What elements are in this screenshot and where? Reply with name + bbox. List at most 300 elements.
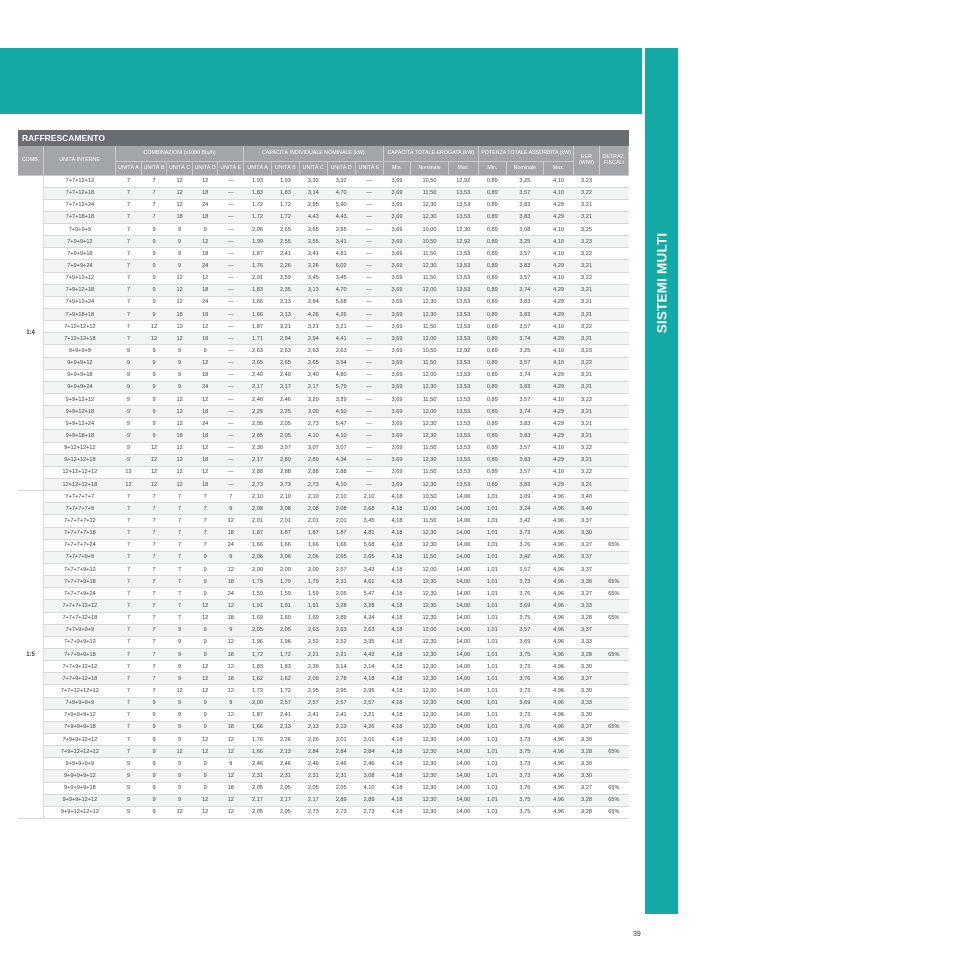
table-cell: 9 — [167, 236, 193, 248]
table-cell: 9 — [167, 648, 193, 660]
table-cell: 1,59 — [299, 588, 327, 600]
table-cell: 9 — [141, 806, 167, 818]
table-cell: 2,63 — [299, 624, 327, 636]
table-cell: 12,30 — [411, 600, 448, 612]
table-row — [18, 199, 629, 211]
table-cell — [599, 551, 628, 563]
table-cell: 12 — [141, 454, 167, 466]
table-cell: 9 — [141, 224, 167, 236]
table-cell: 2,52 — [327, 636, 355, 648]
table-cell: 13,53 — [448, 333, 478, 345]
table-cell: 2,08 — [299, 503, 327, 515]
table-cell: 3,74 — [506, 333, 543, 345]
table-cell: 4,18 — [355, 673, 383, 685]
table-cell: 4,96 — [543, 515, 573, 527]
subheader-cell: UNITÀ B — [271, 161, 299, 175]
table-cell: 4,96 — [543, 588, 573, 600]
table-cell: 2,65 — [244, 357, 272, 369]
table-cell: — — [355, 466, 383, 478]
table-cell: 12 — [218, 515, 244, 527]
unit-combination-cell: 9+9+9+12+12 — [44, 794, 116, 806]
unit-combination-cell: 7+9+9+9+12 — [44, 709, 116, 721]
table-cell: 4,18 — [383, 661, 411, 673]
table-cell: 14,00 — [448, 503, 478, 515]
table-cell: 12 — [167, 187, 193, 199]
table-cell: 12,00 — [411, 369, 448, 381]
table-row — [18, 479, 629, 491]
table-cell: 3,73 — [506, 576, 543, 588]
table-cell — [599, 357, 628, 369]
table-cell: 2,08 — [327, 503, 355, 515]
table-cell: — — [218, 369, 244, 381]
unit-combination-cell: 9+9+9+9+12 — [44, 770, 116, 782]
table-cell: 3,45 — [327, 272, 355, 284]
table-row — [18, 721, 629, 733]
table-cell: 3,30 — [574, 733, 600, 745]
table-cell: 12 — [192, 794, 218, 806]
table-cell: 7 — [141, 685, 167, 697]
table-cell: — — [355, 442, 383, 454]
table-cell: 12 — [192, 394, 218, 406]
table-cell: 4,10 — [299, 430, 327, 442]
table-cell: 1,01 — [478, 491, 506, 503]
table-cell: 9 — [141, 248, 167, 260]
table-cell: 12 — [167, 175, 193, 187]
table-cell: 2,05 — [244, 782, 272, 794]
table-cell: 3,69 — [383, 479, 411, 491]
table-cell: 12 — [167, 333, 193, 345]
table-cell — [599, 709, 628, 721]
table-row — [18, 746, 629, 758]
table-cell: 0,89 — [478, 369, 506, 381]
table-cell: 7 — [167, 539, 193, 551]
table-cell — [599, 369, 628, 381]
table-cell — [599, 624, 628, 636]
table-cell: 3,76 — [506, 782, 543, 794]
table-cell — [599, 733, 628, 745]
table-cell: 3,22 — [574, 394, 600, 406]
unit-combination-cell: 9+12+12+12 — [44, 442, 116, 454]
table-cell: — — [218, 394, 244, 406]
table-cell: 3,42 — [506, 551, 543, 563]
table-cell: 2,05 — [244, 430, 272, 442]
table-cell: 18 — [192, 309, 218, 321]
table-cell: 1,79 — [299, 576, 327, 588]
table-cell: 2,05 — [299, 782, 327, 794]
table-cell: 2,40 — [271, 369, 299, 381]
table-cell: 12 — [192, 236, 218, 248]
table-cell: 12,00 — [411, 624, 448, 636]
table-cell: 0,89 — [478, 394, 506, 406]
table-cell: 13,53 — [448, 479, 478, 491]
table-cell: 4,29 — [543, 430, 573, 442]
table-cell: 2,17 — [244, 794, 272, 806]
header-combinazioni: COMBINAZIONI (x1000 Btu/h) — [116, 146, 244, 161]
table-cell: 7 — [141, 661, 167, 673]
table-cell: 14,00 — [448, 721, 478, 733]
table-cell: 3,57 — [506, 442, 543, 454]
table-cell: 7 — [116, 333, 142, 345]
table-cell: 2,46 — [327, 758, 355, 770]
table-cell: 7 — [116, 321, 142, 333]
unit-combination-cell: 7+12+12+18 — [44, 333, 116, 345]
unit-combination-cell: 7+7+7+7+24 — [44, 539, 116, 551]
unit-combination-cell: 7+7+12+18 — [44, 187, 116, 199]
table-row — [18, 770, 629, 782]
table-cell: 2,05 — [271, 806, 299, 818]
table-cell: 7 — [192, 539, 218, 551]
table-cell: 9 — [141, 272, 167, 284]
table-cell: 24 — [218, 588, 244, 600]
table-cell: 7 — [116, 733, 142, 745]
table-cell: 3,69 — [383, 260, 411, 272]
table-cell: 12 — [116, 466, 142, 478]
table-cell: 7 — [218, 491, 244, 503]
unit-combination-cell: 9+9+9+18 — [44, 369, 116, 381]
table-cell: 3,27 — [574, 673, 600, 685]
table-cell: 2,05 — [327, 782, 355, 794]
table-cell: 65% — [599, 576, 628, 588]
table-cell: 2,35 — [271, 284, 299, 296]
table-cell: — — [218, 260, 244, 272]
table-cell: 12,30 — [411, 770, 448, 782]
table-cell: 4,18 — [383, 551, 411, 563]
unit-combination-cell: 7+7+7+9+12 — [44, 564, 116, 576]
table-cell: 7 — [116, 746, 142, 758]
table-cell — [599, 284, 628, 296]
table-cell: 3,22 — [574, 187, 600, 199]
table-cell: 12,92 — [448, 345, 478, 357]
table-cell: 3,75 — [506, 794, 543, 806]
table-cell: — — [218, 357, 244, 369]
subheader-cell: Nominale — [411, 161, 448, 175]
table-cell: 4,10 — [543, 236, 573, 248]
table-cell: 3,21 — [574, 260, 600, 272]
table-cell: 10,50 — [411, 345, 448, 357]
table-cell: 4,96 — [543, 612, 573, 624]
table-cell: 11,50 — [411, 272, 448, 284]
subheader-cell: Max. — [543, 161, 573, 175]
table-cell: 2,84 — [299, 296, 327, 308]
table-cell: 12 — [167, 406, 193, 418]
table-cell: — — [218, 199, 244, 211]
table-cell: — — [355, 394, 383, 406]
subheader-cell: UNITÀ A — [244, 161, 272, 175]
table-cell: 7 — [167, 527, 193, 539]
table-cell — [599, 600, 628, 612]
table-cell: 9 — [167, 369, 193, 381]
table-cell: 12 — [192, 612, 218, 624]
table-cell: 3,74 — [506, 284, 543, 296]
table-cell: 4,18 — [383, 624, 411, 636]
table-cell: 7 — [116, 600, 142, 612]
table-cell: 3,14 — [327, 661, 355, 673]
table-cell: 3,37 — [574, 551, 600, 563]
table-cell: 11,50 — [411, 187, 448, 199]
table-cell: 2,46 — [299, 758, 327, 770]
table-cell: 3,25 — [506, 345, 543, 357]
unit-combination-cell: 12+12+12+12 — [44, 466, 116, 478]
table-cell: 18 — [218, 673, 244, 685]
table-cell: 3,57 — [506, 321, 543, 333]
table-cell: 3,83 — [506, 296, 543, 308]
table-cell: 3,21 — [299, 321, 327, 333]
unit-combination-cell: 9+9+9+24 — [44, 381, 116, 393]
table-cell: 1,01 — [478, 600, 506, 612]
table-cell: 3,57 — [506, 394, 543, 406]
unit-combination-cell: 9+9+9+9+18 — [44, 782, 116, 794]
table-cell: 14,00 — [448, 527, 478, 539]
table-cell: 7 — [116, 187, 142, 199]
table-cell: 4,96 — [543, 648, 573, 660]
table-cell: 2,73 — [244, 479, 272, 491]
table-cell: 13,53 — [448, 369, 478, 381]
table-cell: 1,69 — [299, 612, 327, 624]
unit-combination-cell: 7+7+12+12 — [44, 175, 116, 187]
table-cell: 4,96 — [543, 661, 573, 673]
table-cell: 0,89 — [478, 381, 506, 393]
table-cell: 4,18 — [383, 564, 411, 576]
table-cell: 11,50 — [411, 515, 448, 527]
table-cell: 9 — [167, 697, 193, 709]
table-cell: 3,13 — [299, 284, 327, 296]
table-cell: 3,28 — [574, 648, 600, 660]
table-cell: 1,72 — [271, 211, 299, 223]
table-cell: 3,54 — [327, 357, 355, 369]
table-cell: 3,83 — [506, 479, 543, 491]
table-cell: 2,01 — [271, 515, 299, 527]
table-cell: 12 — [218, 685, 244, 697]
table-cell: 3,75 — [506, 648, 543, 660]
subheader-cell: UNITÀ B — [141, 161, 167, 175]
table-cell: 12 — [192, 746, 218, 758]
table-row — [18, 394, 629, 406]
table-cell: 2,40 — [299, 369, 327, 381]
table-row — [18, 733, 629, 745]
table-cell: 4,34 — [355, 612, 383, 624]
table-cell: 2,84 — [327, 746, 355, 758]
table-row — [18, 515, 629, 527]
table-cell: 12 — [141, 321, 167, 333]
unit-combination-cell: 7+7+9+12+18 — [44, 673, 116, 685]
table-cell: 9 — [192, 709, 218, 721]
table-cell: 7 — [116, 612, 142, 624]
table-cell: 3,29 — [327, 394, 355, 406]
table-cell: 3,08 — [506, 224, 543, 236]
table-cell: 14,00 — [448, 685, 478, 697]
subheader-cell: UNITÀ C — [299, 161, 327, 175]
table-cell: — — [355, 296, 383, 308]
table-cell: 12,30 — [411, 758, 448, 770]
table-cell: 3,57 — [506, 466, 543, 478]
table-cell: 7 — [141, 187, 167, 199]
table-cell: 12,30 — [411, 661, 448, 673]
table-cell: 9 — [141, 357, 167, 369]
table-cell: 9 — [116, 758, 142, 770]
table-cell: 9 — [141, 770, 167, 782]
table-cell: 3,83 — [506, 199, 543, 211]
table-cell: 2,68 — [355, 503, 383, 515]
table-cell: 9 — [192, 782, 218, 794]
unit-combination-cell: 7+9+9+18 — [44, 248, 116, 260]
table-cell: 9 — [116, 357, 142, 369]
table-cell: 14,00 — [448, 673, 478, 685]
table-body — [18, 175, 629, 818]
table-cell: 2,17 — [271, 794, 299, 806]
table-cell: 2,65 — [355, 551, 383, 563]
table-cell: 4,29 — [543, 454, 573, 466]
table-cell: 3,33 — [574, 636, 600, 648]
table-cell: 0,89 — [478, 211, 506, 223]
unit-combination-cell: 7+9+12+18 — [44, 284, 116, 296]
table-cell: 9 — [192, 770, 218, 782]
table-cell: 13,53 — [448, 454, 478, 466]
table-row — [18, 211, 629, 223]
table-cell: — — [218, 211, 244, 223]
table-cell — [599, 466, 628, 478]
table-cell: 9 — [167, 624, 193, 636]
table-cell: 12 — [167, 199, 193, 211]
table-cell: 9 — [192, 564, 218, 576]
subheader-cell: UNITÀ D — [327, 161, 355, 175]
table-cell: 3,69 — [383, 466, 411, 478]
table-cell: 3,07 — [299, 442, 327, 454]
table-cell: 7 — [116, 588, 142, 600]
table-cell: 1,66 — [244, 721, 272, 733]
table-cell: 4,10 — [543, 321, 573, 333]
table-cell: 4,10 — [543, 394, 573, 406]
table-cell: 1,66 — [244, 539, 272, 551]
table-cell: — — [355, 187, 383, 199]
table-cell: 4,18 — [383, 600, 411, 612]
table-cell: 4,18 — [383, 539, 411, 551]
table-cell: 13,53 — [448, 248, 478, 260]
table-cell: 3,69 — [383, 430, 411, 442]
table-cell: 18 — [192, 406, 218, 418]
unit-combination-cell: 12+12+12+18 — [44, 479, 116, 491]
table-cell: 2,89 — [299, 454, 327, 466]
side-label-light: HOME SOLUTIONS _ — [821, 275, 958, 291]
table-cell: 9 — [192, 721, 218, 733]
table-cell: 9 — [116, 806, 142, 818]
unit-combination-cell: 9+12+12+18 — [44, 454, 116, 466]
table-cell: 2,57 — [327, 697, 355, 709]
table-cell: 1,01 — [478, 685, 506, 697]
table-cell: 4,18 — [383, 709, 411, 721]
table-cell: 3,69 — [383, 406, 411, 418]
table-cell: 2,31 — [271, 770, 299, 782]
table-cell: 3,32 — [327, 175, 355, 187]
table-cell: 3,07 — [327, 442, 355, 454]
table-cell: 6,02 — [327, 260, 355, 272]
table-cell: 18 — [218, 648, 244, 660]
table-cell: 4,26 — [355, 721, 383, 733]
table-cell: 3,21 — [574, 418, 600, 430]
table-cell: 3,22 — [574, 321, 600, 333]
table-cell — [599, 515, 628, 527]
table-cell: 9 — [192, 345, 218, 357]
table-cell: 3,27 — [574, 539, 600, 551]
table-cell: 2,08 — [271, 503, 299, 515]
table-cell: 18 — [218, 576, 244, 588]
table-cell: 2,41 — [327, 709, 355, 721]
table-cell: 4,18 — [383, 770, 411, 782]
table-cell: 2,13 — [271, 296, 299, 308]
table-cell: 9 — [141, 296, 167, 308]
table-cell: 24 — [192, 199, 218, 211]
table-cell: 5,79 — [327, 381, 355, 393]
table-cell: 7 — [141, 551, 167, 563]
table-cell: 2,05 — [327, 588, 355, 600]
table-cell — [599, 248, 628, 260]
table-cell: 9 — [192, 636, 218, 648]
table-cell: 7 — [167, 503, 193, 515]
table-cell: 7 — [116, 309, 142, 321]
table-cell: 12,30 — [411, 199, 448, 211]
table-cell: 24 — [218, 539, 244, 551]
table-cell: 2,00 — [271, 564, 299, 576]
table-cell: 14,00 — [448, 758, 478, 770]
table-cell: — — [218, 345, 244, 357]
table-cell: 1,93 — [271, 175, 299, 187]
unit-combination-cell: 9+9+9+9+9 — [44, 758, 116, 770]
table-cell: 4,29 — [543, 369, 573, 381]
table-cell: 2,57 — [271, 697, 299, 709]
table-cell: 7 — [167, 551, 193, 563]
table-cell: 12,30 — [411, 260, 448, 272]
table-cell: 1,59 — [244, 588, 272, 600]
table-cell: 3,69 — [383, 199, 411, 211]
table-cell: 9 — [167, 770, 193, 782]
table-cell: 7 — [141, 175, 167, 187]
table-cell: 12,30 — [411, 211, 448, 223]
table-cell: 12 — [167, 272, 193, 284]
subheader-cell: Min. — [478, 161, 506, 175]
table-cell: 4,10 — [543, 175, 573, 187]
table-cell: 0,89 — [478, 199, 506, 211]
table-cell: 7 — [116, 260, 142, 272]
table-cell: 7 — [116, 685, 142, 697]
table-cell: 9 — [116, 442, 142, 454]
table-row — [18, 551, 629, 563]
table-cell — [599, 673, 628, 685]
table-cell: 2,88 — [327, 466, 355, 478]
table-cell: 3,76 — [506, 588, 543, 600]
table-cell: 18 — [192, 479, 218, 491]
table-cell: 0,89 — [478, 454, 506, 466]
table-cell: 3,23 — [574, 345, 600, 357]
table-cell: 18 — [192, 430, 218, 442]
table-cell: 0,89 — [478, 442, 506, 454]
table-cell: 3,69 — [506, 600, 543, 612]
table-cell: 12 — [218, 600, 244, 612]
table-cell: 1,69 — [244, 612, 272, 624]
table-cell: 2,25 — [244, 406, 272, 418]
table-cell: 3,57 — [506, 564, 543, 576]
table-cell: 1,01 — [478, 515, 506, 527]
table-cell: 9 — [167, 357, 193, 369]
table-row — [18, 576, 629, 588]
table-row — [18, 454, 629, 466]
table-cell: — — [218, 442, 244, 454]
table-cell: 4,10 — [543, 345, 573, 357]
table-cell — [599, 406, 628, 418]
table-cell: 9 — [141, 782, 167, 794]
table-cell: 4,18 — [383, 721, 411, 733]
table-cell: 5,68 — [327, 296, 355, 308]
table-cell: 9 — [141, 709, 167, 721]
table-cell: 12,30 — [411, 309, 448, 321]
